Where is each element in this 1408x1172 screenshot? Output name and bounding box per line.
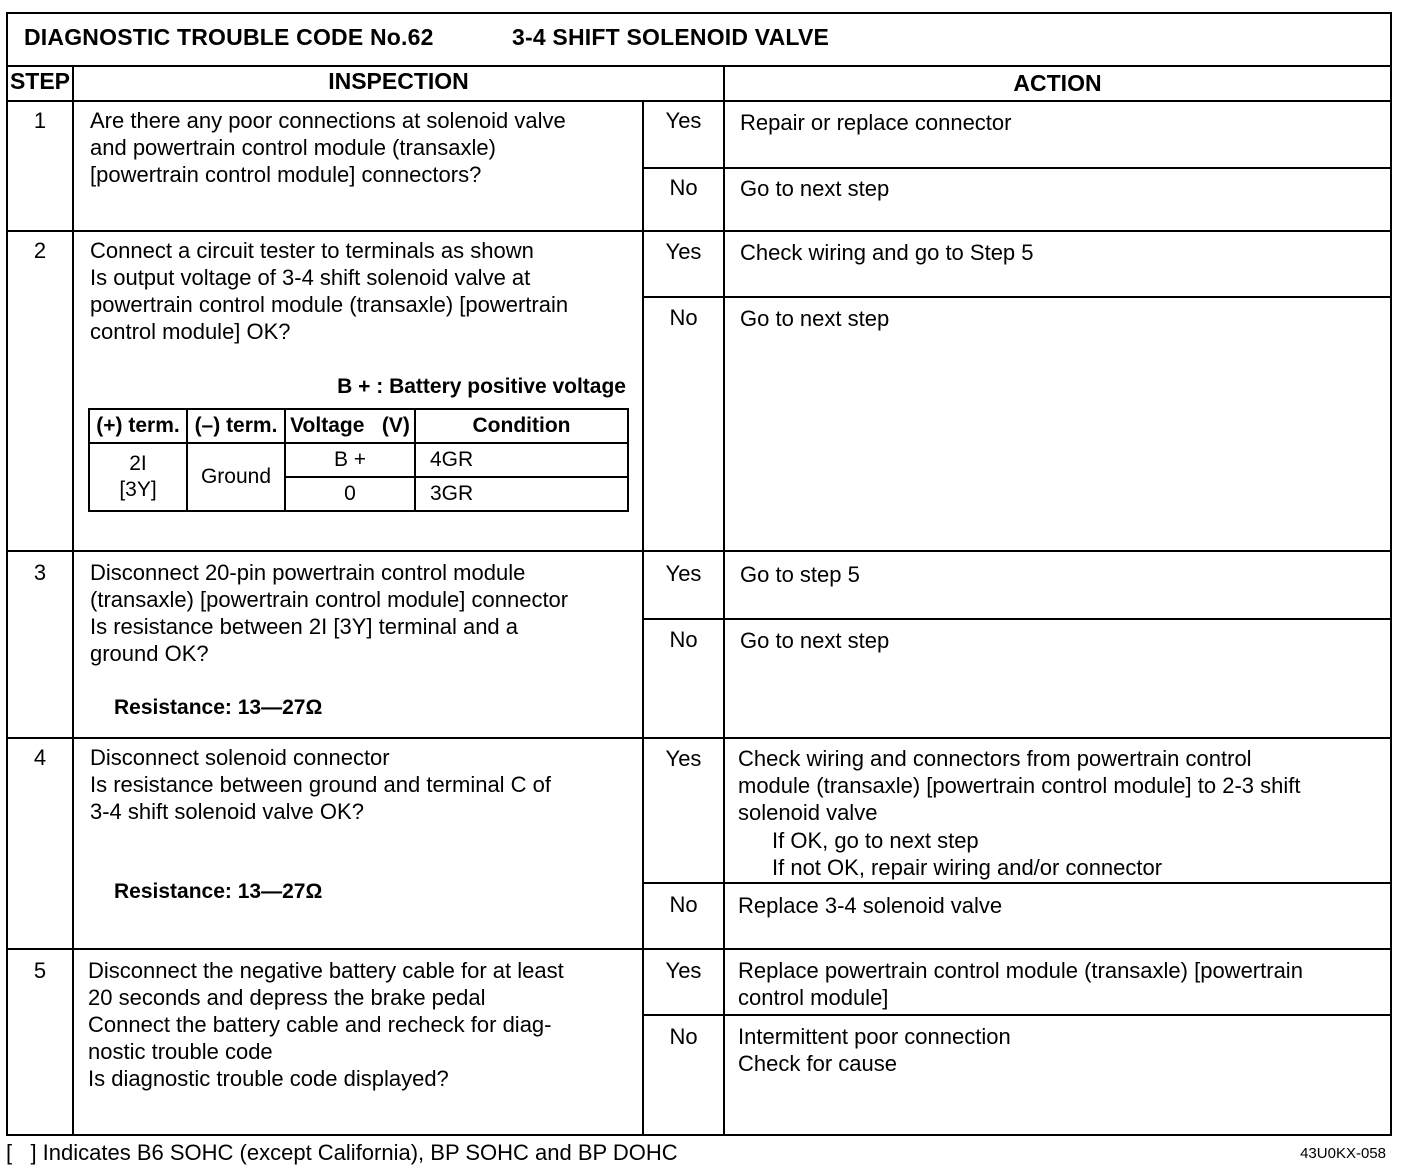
spec-note: Resistance: 13—27Ω <box>114 696 323 719</box>
no-label: No <box>669 892 698 917</box>
no-action: Go to next step <box>740 176 890 201</box>
row-divider-3 <box>6 737 1392 739</box>
step-number: 4 <box>33 745 47 770</box>
yes-no-divider-5 <box>642 1014 1392 1016</box>
yes-label: Yes <box>665 958 702 983</box>
step-column-line <box>72 65 74 1136</box>
no-action: Go to next step <box>740 306 890 331</box>
spec-note: Resistance: 13—27Ω <box>114 880 323 903</box>
table-header: Condition <box>415 409 628 443</box>
column-header-inspection: INSPECTION <box>328 68 469 94</box>
inspection-text: Disconnect the negative battery cable for at least 20 seconds and depress the brake pedal Connect the battery cable and recheck for diag- nostic trouble code Is diagnostic trouble code displayed? <box>88 958 564 1091</box>
no-action: Replace 3-4 solenoid valve <box>738 893 1003 918</box>
step-number: 3 <box>33 560 47 585</box>
condition-cell: 4GR <box>415 443 628 477</box>
no-action: Go to next step <box>740 628 890 653</box>
yes-label: Yes <box>665 108 702 133</box>
inspection-text: Disconnect 20-pin powertrain control module (transaxle) [powertrain control module] connector Is resistance between 2I [3Y] terminal and a ground OK? <box>90 560 569 666</box>
inspection-text: Disconnect solenoid connector Is resistance between ground and terminal C of 3-4 shift solenoid valve OK? <box>90 745 552 824</box>
table-header: Voltage (V) <box>285 409 415 443</box>
dtc-name-title: 3-4 SHIFT SOLENOID VALVE <box>512 24 830 50</box>
condition-cell: 3GR <box>415 477 628 511</box>
figure-code: 43U0KX-058 <box>1300 1145 1386 1162</box>
yes-action-subnote: If OK, go to next step If not OK, repair wiring and/or connector <box>772 828 1163 880</box>
yes-label: Yes <box>665 746 702 771</box>
row-divider-1 <box>6 230 1392 232</box>
row-divider-4 <box>6 948 1392 950</box>
step-number: 1 <box>33 108 47 133</box>
step-number: 2 <box>33 238 47 263</box>
spec-note: B + : Battery positive voltage <box>337 375 626 398</box>
header-divider <box>6 100 1392 102</box>
yes-no-divider-1 <box>642 167 1392 169</box>
dtc-code-title: DIAGNOSTIC TROUBLE CODE No.62 <box>24 24 434 50</box>
voltage-spec-table <box>88 408 629 512</box>
footer-note: [ ] Indicates B6 SOHC (except California), BP SOHC and BP DOHC <box>6 1140 678 1165</box>
inspection-text: Connect a circuit tester to terminals as shown Is output voltage of 3-4 shift solenoid valve at powertrain control module (transaxle) [powertrain control module] OK? <box>90 238 569 344</box>
table-header: (–) term. <box>187 409 285 443</box>
no-label: No <box>669 1024 698 1049</box>
plus-terminal-cell: 2I [3Y] <box>89 443 187 511</box>
voltage-cell: 0 <box>285 477 415 511</box>
yes-action: Go to step 5 <box>740 562 860 587</box>
yes-action: Replace powertrain control module (transaxle) [powertrain control module] <box>738 958 1303 1010</box>
column-header-action: ACTION <box>1013 70 1102 96</box>
no-label: No <box>669 305 698 330</box>
yes-action: Check wiring and go to Step 5 <box>740 240 1034 265</box>
yes-action: Check wiring and connectors from powertrain control module (transaxle) [powertrain control module] to 2-3 shift solenoid valve <box>738 746 1301 825</box>
yes-no-divider-2 <box>642 296 1392 298</box>
yes-label: Yes <box>665 561 702 586</box>
no-label: No <box>669 175 698 200</box>
column-header-step: STEP <box>9 68 71 94</box>
yes-no-divider-4 <box>642 882 1392 884</box>
no-label: No <box>669 627 698 652</box>
title-divider <box>6 65 1392 67</box>
inspection-text: Are there any poor connections at solenoid valve and powertrain control module (transaxle) [powertrain control module] connectors? <box>90 108 566 187</box>
voltage-cell: B + <box>285 443 415 477</box>
step-number: 5 <box>33 958 47 983</box>
yes-label: Yes <box>665 239 702 264</box>
no-action: Intermittent poor connection Check for cause <box>738 1024 1011 1076</box>
row-divider-2 <box>6 550 1392 552</box>
yes-action: Repair or replace connector <box>740 110 1012 135</box>
yes-no-divider-3 <box>642 618 1392 620</box>
table-header: (+) term. <box>89 409 187 443</box>
action-column-line <box>723 65 725 1136</box>
minus-terminal-cell: Ground <box>187 443 285 511</box>
